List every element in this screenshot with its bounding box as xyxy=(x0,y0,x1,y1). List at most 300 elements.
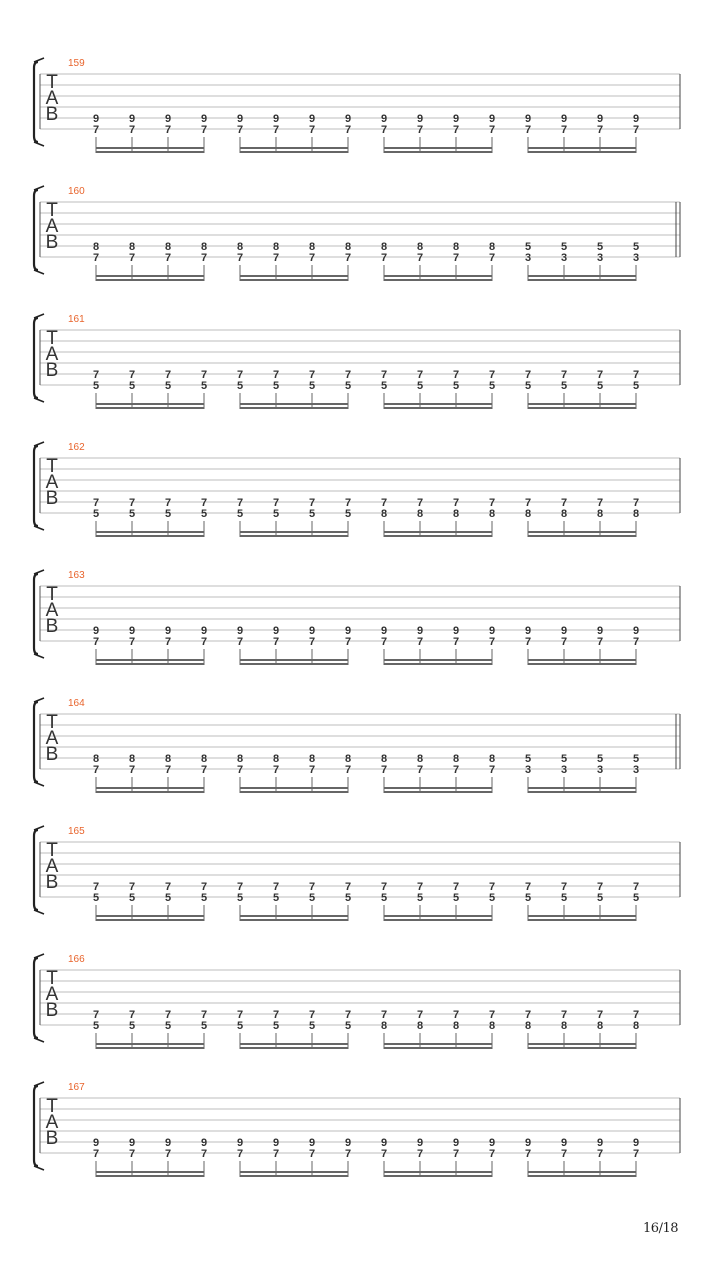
fret-number: 5 xyxy=(344,380,352,392)
fret-number: 7 xyxy=(380,636,388,648)
fret-number: 7 xyxy=(524,497,532,509)
fret-number: 5 xyxy=(344,1020,352,1032)
fret-number: 7 xyxy=(308,881,316,893)
fret-number: 7 xyxy=(164,124,172,136)
staff-bracket xyxy=(34,958,38,1038)
beam xyxy=(528,275,637,277)
fret-number: 9 xyxy=(272,1137,280,1149)
fret-number: 7 xyxy=(200,881,208,893)
beam xyxy=(96,147,205,149)
tab-staff xyxy=(0,832,720,942)
beam xyxy=(528,787,637,789)
tab-clef-letter: B xyxy=(45,1128,59,1149)
fret-number: 7 xyxy=(524,881,532,893)
bracket-bottom-hook xyxy=(34,1038,44,1042)
fret-number: 7 xyxy=(560,1148,568,1160)
fret-number: 7 xyxy=(524,1148,532,1160)
beam xyxy=(96,407,205,409)
bracket-bottom-hook xyxy=(34,910,44,914)
fret-number: 9 xyxy=(128,1137,136,1149)
fret-number: 5 xyxy=(200,508,208,520)
fret-number: 9 xyxy=(164,1137,172,1149)
fret-number: 8 xyxy=(560,508,568,520)
fret-number: 7 xyxy=(200,369,208,381)
beam xyxy=(96,1047,205,1049)
fret-number: 7 xyxy=(128,369,136,381)
bracket-top-hook xyxy=(34,58,44,62)
fret-number: 9 xyxy=(344,1137,352,1149)
fret-number: 8 xyxy=(128,753,136,765)
fret-number: 7 xyxy=(272,497,280,509)
tab-clef-letter: A xyxy=(45,600,59,621)
tab-clef-letter: B xyxy=(45,1000,59,1021)
fret-number: 7 xyxy=(380,764,388,776)
fret-number: 7 xyxy=(488,369,496,381)
beam xyxy=(96,663,205,665)
fret-number: 8 xyxy=(92,753,100,765)
fret-number: 3 xyxy=(596,252,604,264)
fret-number: 7 xyxy=(236,1009,244,1021)
fret-number: 5 xyxy=(632,380,640,392)
fret-number: 7 xyxy=(560,881,568,893)
tab-clef-letter: T xyxy=(46,328,58,349)
bracket-bottom-hook xyxy=(34,398,44,402)
fret-number: 7 xyxy=(236,764,244,776)
tab-staff xyxy=(0,576,720,686)
fret-number: 8 xyxy=(380,241,388,253)
measure-number: 162 xyxy=(68,442,85,453)
fret-number: 7 xyxy=(272,124,280,136)
fret-number: 5 xyxy=(272,892,280,904)
fret-number: 5 xyxy=(524,892,532,904)
fret-number: 8 xyxy=(236,241,244,253)
beam xyxy=(384,147,493,149)
fret-number: 5 xyxy=(560,753,568,765)
fret-number: 7 xyxy=(128,636,136,648)
beam xyxy=(96,915,205,917)
fret-number: 8 xyxy=(560,1020,568,1032)
tab-clef-letter: B xyxy=(45,232,59,253)
fret-number: 7 xyxy=(272,764,280,776)
fret-number: 7 xyxy=(488,636,496,648)
fret-number: 9 xyxy=(524,1137,532,1149)
beam xyxy=(240,279,349,281)
fret-number: 7 xyxy=(416,1009,424,1021)
fret-number: 7 xyxy=(488,252,496,264)
beam xyxy=(240,1043,349,1045)
beam xyxy=(528,403,637,405)
fret-number: 5 xyxy=(632,892,640,904)
fret-number: 5 xyxy=(380,380,388,392)
fret-number: 7 xyxy=(308,369,316,381)
fret-number: 9 xyxy=(236,1137,244,1149)
measure-number: 164 xyxy=(68,698,85,709)
fret-number: 9 xyxy=(560,113,568,125)
fret-number: 7 xyxy=(416,764,424,776)
fret-number: 7 xyxy=(560,497,568,509)
fret-number: 5 xyxy=(344,508,352,520)
fret-number: 7 xyxy=(272,881,280,893)
tab-system xyxy=(0,314,720,448)
beam xyxy=(96,531,205,533)
fret-number: 8 xyxy=(344,753,352,765)
fret-number: 7 xyxy=(200,1009,208,1021)
fret-number: 7 xyxy=(380,369,388,381)
beam xyxy=(384,531,493,533)
fret-number: 9 xyxy=(344,625,352,637)
fret-number: 5 xyxy=(236,380,244,392)
fret-number: 5 xyxy=(560,892,568,904)
beam xyxy=(240,403,349,405)
fret-number: 7 xyxy=(236,124,244,136)
fret-number: 7 xyxy=(236,636,244,648)
beam xyxy=(96,787,205,789)
fret-number: 7 xyxy=(524,124,532,136)
fret-number: 9 xyxy=(488,625,496,637)
fret-number: 7 xyxy=(524,636,532,648)
beam xyxy=(528,151,637,153)
fret-number: 5 xyxy=(128,1020,136,1032)
tab-clef-letter: A xyxy=(45,88,59,109)
fret-number: 7 xyxy=(128,497,136,509)
fret-number: 8 xyxy=(452,753,460,765)
beam xyxy=(96,919,205,921)
fret-number: 7 xyxy=(488,497,496,509)
tab-clef-letter: B xyxy=(45,872,59,893)
beam xyxy=(528,1175,637,1177)
fret-number: 7 xyxy=(308,497,316,509)
fret-number: 7 xyxy=(488,1148,496,1160)
fret-number: 7 xyxy=(416,1148,424,1160)
staff-bracket xyxy=(34,830,38,910)
fret-number: 5 xyxy=(272,508,280,520)
fret-number: 7 xyxy=(344,636,352,648)
fret-number: 5 xyxy=(524,753,532,765)
fret-number: 7 xyxy=(92,764,100,776)
fret-number: 8 xyxy=(92,241,100,253)
fret-number: 8 xyxy=(524,508,532,520)
fret-number: 7 xyxy=(200,252,208,264)
beam xyxy=(384,407,493,409)
fret-number: 7 xyxy=(164,1148,172,1160)
fret-number: 7 xyxy=(164,369,172,381)
fret-number: 9 xyxy=(632,1137,640,1149)
fret-number: 7 xyxy=(560,1009,568,1021)
beam xyxy=(528,531,637,533)
fret-number: 7 xyxy=(308,252,316,264)
beam xyxy=(384,1047,493,1049)
fret-number: 7 xyxy=(92,1148,100,1160)
fret-number: 7 xyxy=(308,1009,316,1021)
fret-number: 7 xyxy=(92,636,100,648)
fret-number: 5 xyxy=(488,380,496,392)
fret-number: 3 xyxy=(560,252,568,264)
fret-number: 5 xyxy=(272,380,280,392)
fret-number: 7 xyxy=(452,252,460,264)
fret-number: 8 xyxy=(596,508,604,520)
tab-clef-letter: A xyxy=(45,472,59,493)
fret-number: 7 xyxy=(164,1009,172,1021)
beam xyxy=(240,791,349,793)
fret-number: 8 xyxy=(416,753,424,765)
fret-number: 8 xyxy=(164,753,172,765)
fret-number: 7 xyxy=(164,881,172,893)
beam xyxy=(240,407,349,409)
fret-number: 8 xyxy=(488,508,496,520)
beam xyxy=(384,1171,493,1173)
fret-number: 9 xyxy=(308,1137,316,1149)
beam xyxy=(240,1047,349,1049)
beam xyxy=(96,1175,205,1177)
fret-number: 7 xyxy=(236,881,244,893)
tab-staff xyxy=(0,64,720,174)
fret-number: 7 xyxy=(416,252,424,264)
tab-clef-letter: T xyxy=(46,1096,58,1117)
tab-clef-letter: A xyxy=(45,216,59,237)
fret-number: 9 xyxy=(200,625,208,637)
fret-number: 7 xyxy=(632,124,640,136)
fret-number: 7 xyxy=(128,1009,136,1021)
fret-number: 5 xyxy=(164,380,172,392)
beam xyxy=(96,791,205,793)
fret-number: 7 xyxy=(236,252,244,264)
beam xyxy=(384,1043,493,1045)
fret-number: 8 xyxy=(596,1020,604,1032)
fret-number: 3 xyxy=(632,764,640,776)
beam xyxy=(96,1171,205,1173)
fret-number: 5 xyxy=(128,380,136,392)
fret-number: 8 xyxy=(488,1020,496,1032)
fret-number: 7 xyxy=(452,764,460,776)
fret-number: 7 xyxy=(596,636,604,648)
beam xyxy=(384,787,493,789)
fret-number: 7 xyxy=(92,124,100,136)
beam xyxy=(384,919,493,921)
beam xyxy=(240,919,349,921)
fret-number: 7 xyxy=(128,252,136,264)
fret-number: 5 xyxy=(488,892,496,904)
beam xyxy=(528,407,637,409)
beam xyxy=(240,915,349,917)
staff-bracket xyxy=(34,1086,38,1166)
fret-number: 5 xyxy=(596,380,604,392)
fret-number: 9 xyxy=(488,1137,496,1149)
fret-number: 7 xyxy=(344,881,352,893)
fret-number: 7 xyxy=(344,764,352,776)
fret-number: 7 xyxy=(632,1009,640,1021)
fret-number: 7 xyxy=(416,369,424,381)
beam xyxy=(384,151,493,153)
fret-number: 5 xyxy=(560,241,568,253)
fret-number: 7 xyxy=(488,881,496,893)
fret-number: 5 xyxy=(200,1020,208,1032)
fret-number: 9 xyxy=(632,625,640,637)
fret-number: 5 xyxy=(524,241,532,253)
fret-number: 7 xyxy=(344,497,352,509)
fret-number: 7 xyxy=(200,1148,208,1160)
fret-number: 7 xyxy=(632,369,640,381)
beam xyxy=(384,275,493,277)
fret-number: 7 xyxy=(272,1009,280,1021)
fret-number: 7 xyxy=(164,252,172,264)
staff-bracket xyxy=(34,62,38,142)
fret-number: 8 xyxy=(452,1020,460,1032)
fret-number: 5 xyxy=(596,753,604,765)
fret-number: 7 xyxy=(380,881,388,893)
fret-number: 7 xyxy=(524,1009,532,1021)
fret-number: 9 xyxy=(560,1137,568,1149)
measure-number: 167 xyxy=(68,1082,85,1093)
tab-clef-letter: A xyxy=(45,344,59,365)
fret-number: 9 xyxy=(272,625,280,637)
tab-system xyxy=(0,442,720,576)
fret-number: 8 xyxy=(380,1020,388,1032)
measure-number: 165 xyxy=(68,826,85,837)
fret-number: 5 xyxy=(128,508,136,520)
fret-number: 5 xyxy=(344,892,352,904)
fret-number: 8 xyxy=(452,508,460,520)
fret-number: 5 xyxy=(200,892,208,904)
fret-number: 8 xyxy=(272,241,280,253)
fret-number: 9 xyxy=(488,113,496,125)
fret-number: 7 xyxy=(272,636,280,648)
fret-number: 9 xyxy=(380,1137,388,1149)
fret-number: 7 xyxy=(632,497,640,509)
fret-number: 9 xyxy=(92,625,100,637)
tab-system xyxy=(0,826,720,960)
fret-number: 9 xyxy=(452,625,460,637)
fret-number: 8 xyxy=(200,241,208,253)
fret-number: 8 xyxy=(488,241,496,253)
beam xyxy=(528,791,637,793)
tab-clef-letter: B xyxy=(45,360,59,381)
fret-number: 7 xyxy=(308,124,316,136)
fret-number: 9 xyxy=(236,113,244,125)
fret-number: 7 xyxy=(128,881,136,893)
fret-number: 3 xyxy=(632,252,640,264)
beam xyxy=(528,1043,637,1045)
fret-number: 7 xyxy=(200,636,208,648)
staff-bracket xyxy=(34,702,38,782)
tab-clef-letter: T xyxy=(46,456,58,477)
fret-number: 9 xyxy=(524,625,532,637)
fret-number: 7 xyxy=(596,1148,604,1160)
fret-number: 7 xyxy=(452,1009,460,1021)
fret-number: 7 xyxy=(560,636,568,648)
fret-number: 7 xyxy=(596,497,604,509)
fret-number: 9 xyxy=(236,625,244,637)
fret-number: 3 xyxy=(596,764,604,776)
fret-number: 9 xyxy=(200,113,208,125)
fret-number: 7 xyxy=(416,124,424,136)
tab-staff xyxy=(0,704,720,814)
beam xyxy=(240,663,349,665)
fret-number: 9 xyxy=(200,1137,208,1149)
tab-clef-letter: B xyxy=(45,616,59,637)
fret-number: 7 xyxy=(560,369,568,381)
measure-number: 163 xyxy=(68,570,85,581)
fret-number: 8 xyxy=(416,508,424,520)
tab-staff xyxy=(0,192,720,302)
bracket-bottom-hook xyxy=(34,526,44,530)
tab-system xyxy=(0,1082,720,1216)
tab-system xyxy=(0,954,720,1088)
fret-number: 7 xyxy=(92,497,100,509)
fret-number: 5 xyxy=(596,892,604,904)
fret-number: 7 xyxy=(560,124,568,136)
beam xyxy=(240,531,349,533)
beam xyxy=(240,151,349,153)
beam xyxy=(528,1047,637,1049)
staff-bracket xyxy=(34,318,38,398)
beam xyxy=(528,279,637,281)
fret-number: 7 xyxy=(416,636,424,648)
fret-number: 9 xyxy=(308,625,316,637)
fret-number: 7 xyxy=(632,881,640,893)
fret-number: 7 xyxy=(344,1009,352,1021)
fret-number: 8 xyxy=(380,753,388,765)
fret-number: 7 xyxy=(416,881,424,893)
fret-number: 5 xyxy=(236,1020,244,1032)
fret-number: 7 xyxy=(524,369,532,381)
tab-staff xyxy=(0,320,720,430)
beam xyxy=(240,1175,349,1177)
beam xyxy=(528,663,637,665)
beam xyxy=(384,791,493,793)
fret-number: 7 xyxy=(452,369,460,381)
fret-number: 7 xyxy=(488,1009,496,1021)
beam xyxy=(528,919,637,921)
fret-number: 9 xyxy=(128,113,136,125)
fret-number: 7 xyxy=(344,252,352,264)
beam xyxy=(240,275,349,277)
fret-number: 8 xyxy=(416,1020,424,1032)
tab-clef-letter: A xyxy=(45,984,59,1005)
beam xyxy=(384,403,493,405)
fret-number: 8 xyxy=(452,241,460,253)
beam xyxy=(384,1175,493,1177)
fret-number: 5 xyxy=(524,380,532,392)
tab-clef-letter: B xyxy=(45,104,59,125)
fret-number: 7 xyxy=(452,1148,460,1160)
fret-number: 7 xyxy=(380,252,388,264)
fret-number: 8 xyxy=(632,508,640,520)
fret-number: 7 xyxy=(92,252,100,264)
fret-number: 7 xyxy=(236,369,244,381)
fret-number: 5 xyxy=(164,892,172,904)
fret-number: 7 xyxy=(596,881,604,893)
beam xyxy=(96,659,205,661)
fret-number: 7 xyxy=(632,636,640,648)
fret-number: 7 xyxy=(380,497,388,509)
fret-number: 5 xyxy=(272,1020,280,1032)
beam xyxy=(96,403,205,405)
fret-number: 7 xyxy=(128,764,136,776)
tab-clef-letter: T xyxy=(46,72,58,93)
fret-number: 8 xyxy=(416,241,424,253)
tab-staff xyxy=(0,960,720,1070)
fret-number: 5 xyxy=(632,241,640,253)
fret-number: 5 xyxy=(236,892,244,904)
fret-number: 5 xyxy=(92,1020,100,1032)
beam xyxy=(384,659,493,661)
fret-number: 8 xyxy=(164,241,172,253)
fret-number: 7 xyxy=(92,1009,100,1021)
measure-number: 160 xyxy=(68,186,85,197)
beam xyxy=(528,915,637,917)
fret-number: 9 xyxy=(344,113,352,125)
fret-number: 3 xyxy=(524,764,532,776)
